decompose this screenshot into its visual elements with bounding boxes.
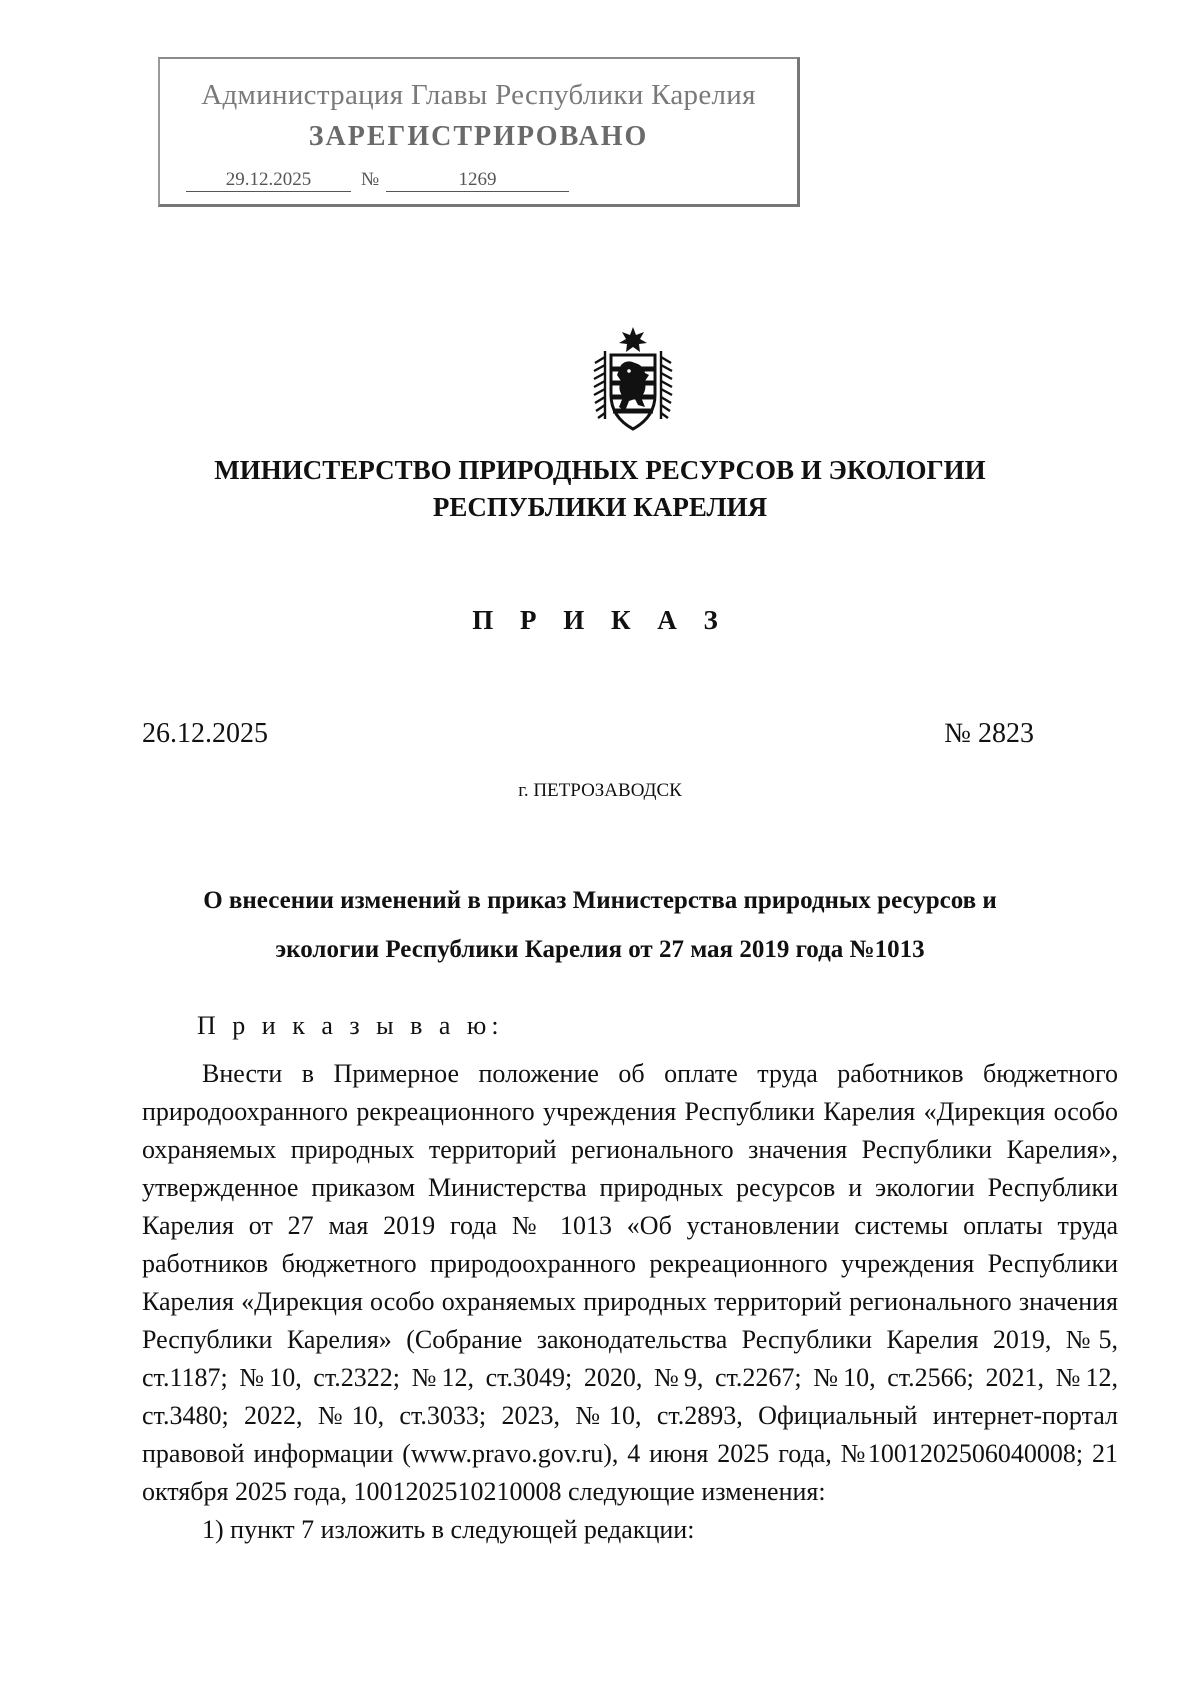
order-number: № 2823	[944, 718, 1034, 749]
order-body	[142, 1007, 1118, 1549]
stamp-status: ЗАРЕГИСТРИРОВАНО	[308, 121, 649, 152]
order-subject	[0, 876, 1200, 974]
karelia-coat-of-arms-icon	[591, 325, 675, 435]
stamp-number-label: №	[361, 169, 380, 190]
ministry-line-2: РЕСПУБЛИКИ КАРЕЛИЯ	[432, 492, 768, 522]
ministry-name	[0, 452, 1200, 526]
subject-line-2: экологии Республики Карелия от 27 мая 2019 года №1013	[275, 936, 925, 963]
stamp-organization: Администрация Главы Республики Карелия	[201, 79, 756, 111]
body-paragraph-1: Внести в Примерное положение об оплате труда работников бюджетного природоохранного рекреационного учреждения Республики Карелия «Дирекция особо охраняемых природных территорий регионального значения Республики Карелия», утвержденное приказом Министерства природных ресурсов и экологии Республики Карелия от 27 мая 2019 года № 1013 «Об установлении системы оплаты труда работников бюджетного природоохранного рекреационного учреждения Республики Карелия «Дирекция особо охраняемых природных территорий регионального значения Республики Карелия» (Собрание законодательства Республики Карелия 2019, №5, ст.1187; №10, ст.2322; №12, ст.3049; 2020, №9, ст.2267; №10, ст.2566; 2021, №12, ст.3480; 2022, №10, ст.3033; 2023, №10, ст.2893, Официальный интернет-портал правовой информации (www.pravo.gov.ru), 4 июня 2025 года, №1001202506040008; 21 октября 2025 года, 1001202510210008 следующие изменения:	[142, 1059, 1118, 1506]
body-paragraph-2: 1) пункт 7 изложить в следующей редакции:	[202, 1515, 695, 1544]
stamp-date: 29.12.2025	[186, 169, 351, 192]
registration-stamp	[158, 57, 800, 207]
order-date: 26.12.2025	[142, 718, 268, 749]
orders-word: П р и к а з ы в а ю:	[197, 1011, 504, 1040]
document-type: П Р И К А З	[472, 605, 728, 635]
ministry-line-1: МИНИСТЕРСТВО ПРИРОДНЫХ РЕСУРСОВ И ЭКОЛОГИИ	[214, 455, 986, 485]
stamp-number: 1269	[386, 169, 569, 192]
subject-line-1: О внесении изменений в приказ Министерства природных ресурсов и	[203, 887, 997, 914]
city: г. ПЕТРОЗАВОДСК	[518, 780, 682, 801]
